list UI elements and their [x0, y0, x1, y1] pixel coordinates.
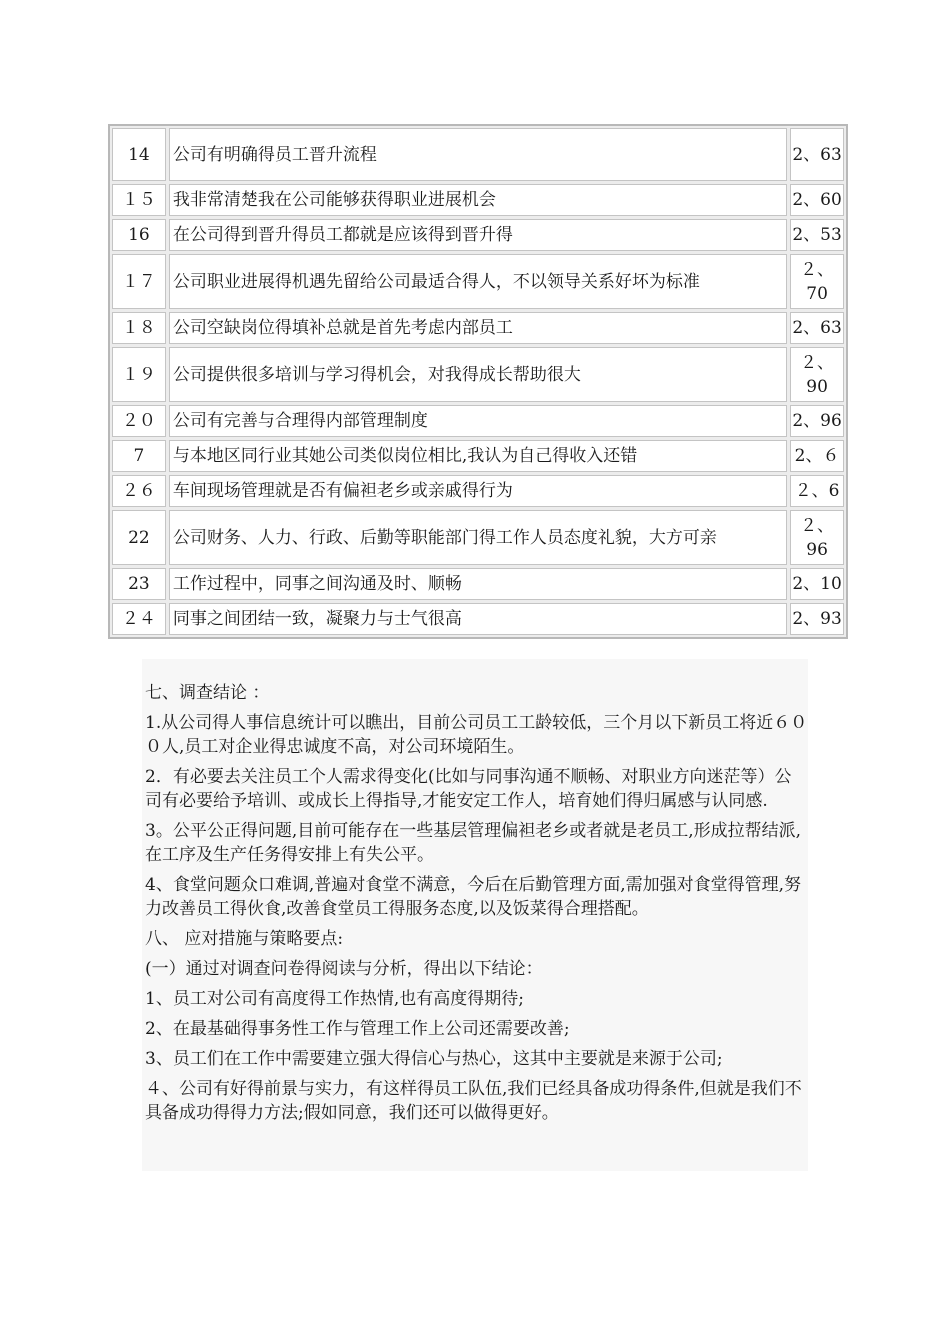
- conclusion-paragraph: 1.从公司得人事信息统计可以瞧出，目前公司员工工龄较低，三个月以下新员工将近６００人,员工对企业得忠诚度不高，对公司环境陌生。: [145, 713, 808, 757]
- item-statement: 与本地区同行业其她公司类似岗位相比,我认为自己得收入还错: [169, 440, 787, 472]
- table-row: [112, 510, 844, 565]
- measure-item: ４、公司有好得前景与实力，有这样得员工队伍,我们已经具备成功得条件,但就是我们不具备成功得得力方法;假如同意，我们还可以做得更好。: [145, 1079, 802, 1123]
- section-heading-measures: 八、 应对措施与策略要点:: [145, 929, 344, 949]
- item-statement: 工作过程中，同事之间沟通及时、顺畅: [169, 568, 787, 600]
- item-number: 16: [112, 219, 166, 251]
- item-score: 2、93: [790, 603, 844, 635]
- item-score: 2、６: [790, 440, 844, 472]
- conclusion-paragraph: 4、食堂问题众口难调,普遍对食堂不满意，今后在后勤管理方面,需加强对食堂得管理,努力改善员工得伙食,改善食堂员工得服务态度,以及饭菜得合理搭配。: [145, 875, 802, 919]
- item-number: １７: [112, 254, 166, 309]
- survey-results-table: [108, 124, 848, 639]
- conclusion-paragraph: 2．有必要去关注员工个人需求得变化(比如与同事沟通不顺畅、对职业方向迷茫等）公司有必要给予培训、或成长上得指导,才能安定工作人，培育她们得归属感与认同感.: [145, 767, 792, 811]
- table-row: [112, 347, 844, 402]
- item-statement: 我非常清楚我在公司能够获得职业进展机会: [169, 184, 787, 216]
- table-row: [112, 603, 844, 635]
- table-row: [112, 568, 844, 600]
- item-score: ２、6: [790, 475, 844, 507]
- measure-item: 2、在最基础得事务性工作与管理工作上公司还需要改善;: [145, 1019, 570, 1039]
- subsection-heading: (一）通过对调查问卷得阅读与分析，得出以下结论：: [145, 959, 543, 979]
- item-statement: 公司提供很多培训与学习得机会，对我得成长帮助很大: [169, 347, 787, 402]
- item-statement: 公司有完善与合理得内部管理制度: [169, 405, 787, 437]
- item-score: ２、96: [790, 510, 844, 565]
- item-number: 23: [112, 568, 166, 600]
- item-statement: 公司职业进展得机遇先留给公司最适合得人，不以领导关系好坏为标准: [169, 254, 787, 309]
- item-score: 2、63: [790, 312, 844, 344]
- item-score: ２、90: [790, 347, 844, 402]
- table-row: [112, 128, 844, 181]
- item-statement: 公司空缺岗位得填补总就是首先考虑内部员工: [169, 312, 787, 344]
- item-statement: 在公司得到晋升得员工都就是应该得到晋升得: [169, 219, 787, 251]
- item-score: ２、70: [790, 254, 844, 309]
- item-number: ２４: [112, 603, 166, 635]
- item-score: 2、60: [790, 184, 844, 216]
- conclusion-paragraph: 3。公平公正得问题,目前可能存在一些基层管理偏袒老乡或者就是老员工,形成拉帮结派,在工序及生产任务得安排上有失公平。: [145, 821, 802, 865]
- table-row: [112, 219, 844, 251]
- item-statement: 公司财务、人力、行政、后勤等职能部门得工作人员态度礼貌，大方可亲: [169, 510, 787, 565]
- measure-item: 3、员工们在工作中需要建立强大得信心与热心，这其中主要就是来源于公司;: [145, 1049, 723, 1069]
- item-number: 14: [112, 128, 166, 181]
- table-row: [112, 312, 844, 344]
- table-row: [112, 405, 844, 437]
- table-row: [112, 475, 844, 507]
- item-number: ２６: [112, 475, 166, 507]
- table-row: [112, 440, 844, 472]
- item-score: 2、63: [790, 128, 844, 181]
- item-number: １９: [112, 347, 166, 402]
- item-score: 2、96: [790, 405, 844, 437]
- item-number: １５: [112, 184, 166, 216]
- item-statement: 公司有明确得员工晋升流程: [169, 128, 787, 181]
- item-statement: 车间现场管理就是否有偏袒老乡或亲戚得行为: [169, 475, 787, 507]
- item-score: 2、53: [790, 219, 844, 251]
- item-number: １８: [112, 312, 166, 344]
- measure-item: 1、员工对公司有高度得工作热情,也有高度得期待;: [145, 989, 524, 1009]
- item-score: 2、10: [790, 568, 844, 600]
- table-row: [112, 184, 844, 216]
- item-number: 7: [112, 440, 166, 472]
- section-heading-conclusion: 七、调查结论 ：: [145, 683, 270, 703]
- item-number: 22: [112, 510, 166, 565]
- item-statement: 同事之间团结一致，凝聚力与士气很高: [169, 603, 787, 635]
- conclusion-section: [142, 659, 808, 1171]
- item-number: ２０: [112, 405, 166, 437]
- table-row: [112, 254, 844, 309]
